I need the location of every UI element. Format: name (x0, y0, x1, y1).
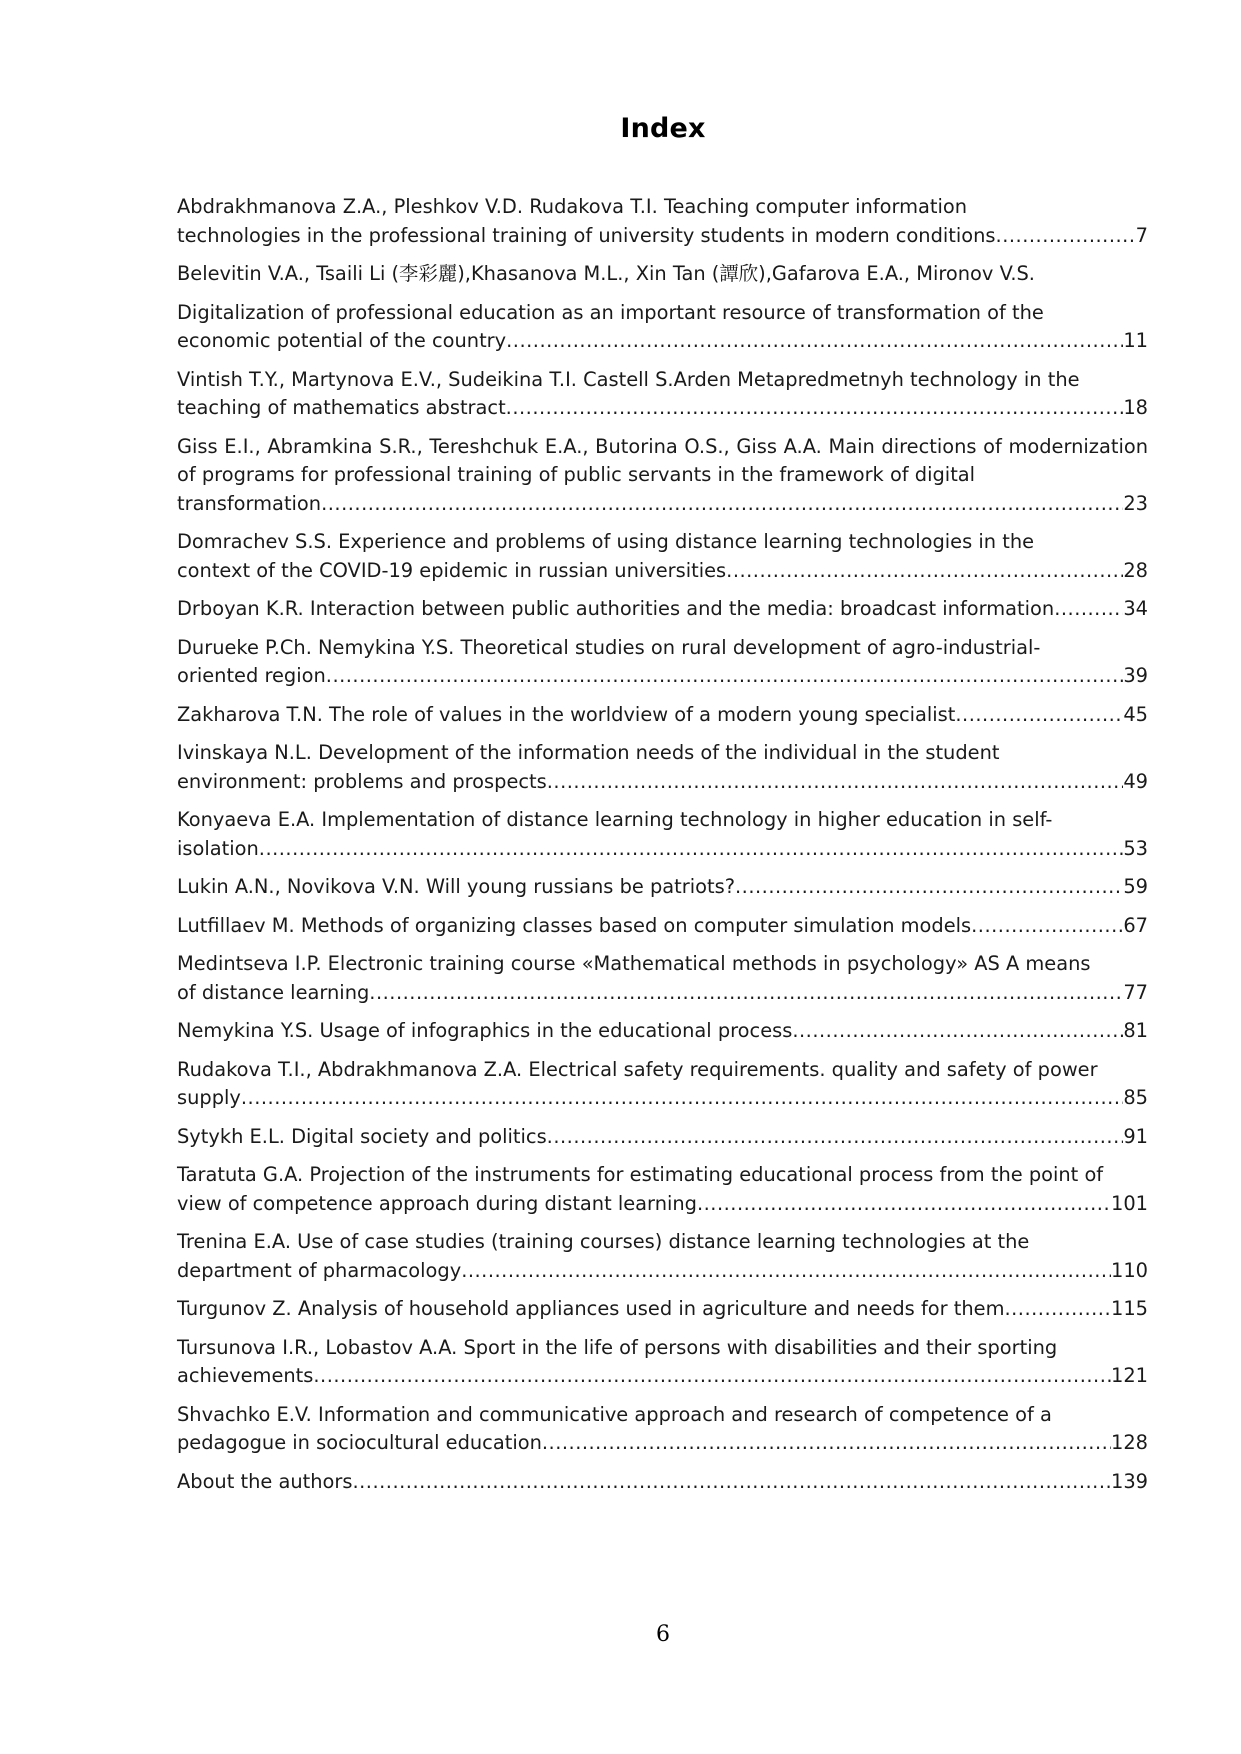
entry-tail-text: of distance learning (177, 980, 370, 1004)
dot-leader (369, 979, 1123, 1008)
entry-tail-text: view of competence approach during distant learning (177, 1191, 697, 1215)
entry-last-line (177, 1017, 1148, 1046)
entry-tail-text: Turgunov Z. Analysis of household appliances used in agriculture and needs for them (177, 1297, 1005, 1320)
dot-leader (506, 394, 1124, 423)
entry-last-line (177, 327, 1148, 356)
entry-last-line (177, 912, 1148, 941)
toc-entry[interactable] (177, 1295, 1148, 1324)
entry-page-number: 39 (1123, 664, 1148, 687)
dot-leader (1004, 1295, 1111, 1324)
entry-tail-text: supply (177, 1086, 241, 1109)
entry-tail-text: Zakharova T.N. The role of values in the worldview of a modern young specialist (177, 702, 956, 726)
entry-tail-text: oriented region (177, 664, 326, 687)
dot-leader (542, 1429, 1111, 1458)
toc-entry[interactable] (177, 1017, 1148, 1046)
entry-text: Domrachev S.S. Experience and problems of using distance learning technologies in the (177, 530, 1035, 553)
entry-last-line (177, 595, 1148, 624)
dot-leader (547, 1123, 1124, 1152)
entry-last-line (177, 768, 1148, 797)
toc-entry[interactable] (177, 912, 1148, 941)
toc-entry[interactable] (177, 701, 1148, 730)
toc-entry[interactable] (177, 1468, 1148, 1497)
toc-entry[interactable] (177, 1056, 1148, 1113)
entry-page-number: 115 (1110, 1297, 1148, 1320)
entry-page-number: 101 (1110, 1191, 1148, 1215)
entry-tail-text: technologies in the professional training of university students in modern conditions (177, 223, 996, 247)
page-number: 6 (656, 1622, 670, 1647)
dot-leader (971, 912, 1123, 941)
dot-leader (547, 768, 1124, 797)
entry-tail-text: pedagogue in sociocultural education (177, 1431, 542, 1454)
entry-text: Trenina E.A. Use of case studies (training courses) distance learning technologies at the (177, 1230, 1030, 1253)
toc-entry[interactable] (177, 299, 1148, 356)
toc-entry[interactable] (177, 1228, 1148, 1285)
entry-last-line (177, 1190, 1148, 1219)
entry-page-number: 53 (1123, 836, 1148, 860)
entry-text: Medintseva I.P. Electronic training course «Mathematical methods in psychology» AS A means (177, 952, 1091, 975)
dot-leader (955, 701, 1123, 730)
entry-tail-text: Drboyan K.R. Interaction between public authorities and the media: broadcast information (177, 597, 1055, 620)
entry-page-number: 77 (1123, 980, 1148, 1004)
toc-entry[interactable] (177, 873, 1148, 902)
entry-tail-text: teaching of mathematics abstract (177, 396, 506, 419)
dot-leader (1054, 595, 1123, 624)
entry-page-number: 91 (1123, 1124, 1148, 1148)
entry-text: Abdrakhmanova Z.A., Pleshkov V.D. Rudakova T.I. Teaching computer information (177, 195, 968, 218)
entry-tail-text: About the authors (177, 1469, 353, 1493)
entry-text: Durueke P.Ch. Nemykina Y.S. Theoretical studies on rural development of agro-industrial- (177, 635, 1041, 659)
entry-last-line (177, 394, 1148, 423)
entry-page-number: 28 (1123, 558, 1148, 582)
entry-page-number: 11 (1123, 329, 1148, 352)
entry-last-line (177, 490, 1148, 519)
entry-last-line (177, 835, 1148, 864)
toc-entry[interactable] (177, 950, 1148, 1007)
entry-tail-text: context of the COVID-19 epidemic in russian universities (177, 558, 727, 582)
entry-tail-text: transformation (177, 491, 322, 515)
entry-page-number: 139 (1110, 1469, 1148, 1493)
entry-page-number: 85 (1123, 1086, 1148, 1109)
entry-page-number: 34 (1123, 597, 1148, 620)
entry-tail-text: Lutfillaev M. Methods of organizing classes based on computer simulation models (177, 913, 972, 937)
entry-last-line (177, 1084, 1148, 1113)
toc-entry[interactable] (177, 1123, 1148, 1152)
entry-last-line (177, 1429, 1148, 1458)
entry-last-line (177, 1468, 1148, 1497)
entry-text: Taratuta G.A. Projection of the instruments for estimating educational process from the point of (177, 1163, 1104, 1186)
entry-page-number: 81 (1123, 1019, 1148, 1042)
page-title: Index (620, 113, 706, 144)
entry-last-line (177, 662, 1148, 691)
toc-entry[interactable] (177, 528, 1148, 585)
entry-tail-text: department of pharmacology (177, 1258, 462, 1282)
toc-entry[interactable] (177, 366, 1148, 423)
entry-last-line (177, 1257, 1148, 1286)
toc-entry[interactable] (177, 739, 1148, 796)
entry-text: Vintish T.Y., Martynova E.V., Sudeikina T.I. Castell S.Arden Metapredmetnyh technology in the (177, 367, 1080, 391)
entry-page-number: 128 (1110, 1431, 1148, 1454)
toc-entry[interactable] (177, 1334, 1148, 1391)
entry-text: Ivinskaya N.L. Development of the information needs of the individual in the student (177, 741, 1000, 764)
toc-entry[interactable] (177, 433, 1148, 519)
dot-leader (792, 1017, 1123, 1046)
dot-leader (996, 222, 1136, 251)
entry-last-line (177, 1123, 1148, 1152)
entry-page-number: 7 (1135, 223, 1148, 247)
toc-entry[interactable] (177, 1161, 1148, 1218)
entry-last-line (177, 1295, 1148, 1324)
dot-leader (241, 1084, 1123, 1113)
entry-last-line (177, 557, 1148, 586)
entry-tail-text: achievements (177, 1364, 314, 1387)
entry-text: Giss E.I., Abramkina S.R., Tereshchuk E.A., Butorina O.S., Giss A.A. Main directions of modernization of programs for professional training of public servants in the framework of digital (177, 434, 1148, 486)
entry-text: Tursunova I.R., Lobastov A.A. Sport in the life of persons with disabilities and their sporting (177, 1335, 1058, 1359)
dot-leader (726, 557, 1123, 586)
entry-tail-text: isolation (177, 836, 259, 860)
entry-text: Rudakova T.I., Abdrakhmanova Z.A. Electrical safety requirements. quality and safety of power (177, 1057, 1098, 1081)
entry-text: Digitalization of professional education as an important resource of transformation of the (177, 300, 1044, 324)
entry-page-number: 110 (1110, 1258, 1148, 1282)
dot-leader (506, 327, 1123, 356)
entry-text: Konyaeva E.A. Implementation of distance learning technology in higher education in self- (177, 808, 1053, 831)
entry-text: Shvachko E.V. Information and communicative approach and research of competence of a (177, 1402, 1052, 1426)
entry-page-number: 45 (1123, 702, 1148, 726)
toc-entry[interactable] (177, 193, 1148, 250)
dot-leader (461, 1257, 1111, 1286)
entry-tail-text: Nemykina Y.S. Usage of infographics in the educational process (177, 1019, 793, 1042)
entry-page-number: 67 (1123, 913, 1148, 937)
entry-last-line (177, 979, 1148, 1008)
toc-entry[interactable] (177, 1401, 1148, 1458)
entry-tail-text: Lukin A.N., Novikova V.N. Will young russians be patriots? (177, 875, 735, 898)
entry-page-number: 49 (1123, 769, 1148, 793)
entry-page-number: 121 (1110, 1364, 1148, 1387)
toc-entry[interactable] (177, 806, 1148, 863)
dot-leader (313, 1362, 1111, 1391)
entry-page-number: 18 (1123, 396, 1148, 419)
entry-text: Belevitin V.A., Tsaili Li (李彩麗),Khasanova M.L., Xin Tan (譚欣),Gafarova E.A., Mironov V.S. (177, 262, 1035, 285)
entry-tail-text: economic potential of the country (177, 329, 507, 352)
entry-page-number: 23 (1123, 491, 1148, 515)
entry-tail-text: environment: problems and prospects (177, 769, 547, 793)
dot-leader (326, 662, 1124, 691)
entry-last-line (177, 873, 1148, 902)
table-of-contents (177, 193, 1148, 1506)
dot-leader (697, 1190, 1111, 1219)
dot-leader (735, 873, 1123, 902)
entry-tail-text: Sytykh E.L. Digital society and politics (177, 1124, 547, 1148)
entry-page-number: 59 (1123, 875, 1148, 898)
entry-last-line (177, 1362, 1148, 1391)
dot-leader (259, 835, 1124, 864)
dot-leader (321, 490, 1123, 519)
toc-entry[interactable] (177, 634, 1148, 691)
toc-entry[interactable] (177, 260, 1148, 289)
entry-last-line (177, 701, 1148, 730)
dot-leader (352, 1468, 1111, 1497)
entry-last-line (177, 222, 1148, 251)
toc-entry[interactable] (177, 595, 1148, 624)
